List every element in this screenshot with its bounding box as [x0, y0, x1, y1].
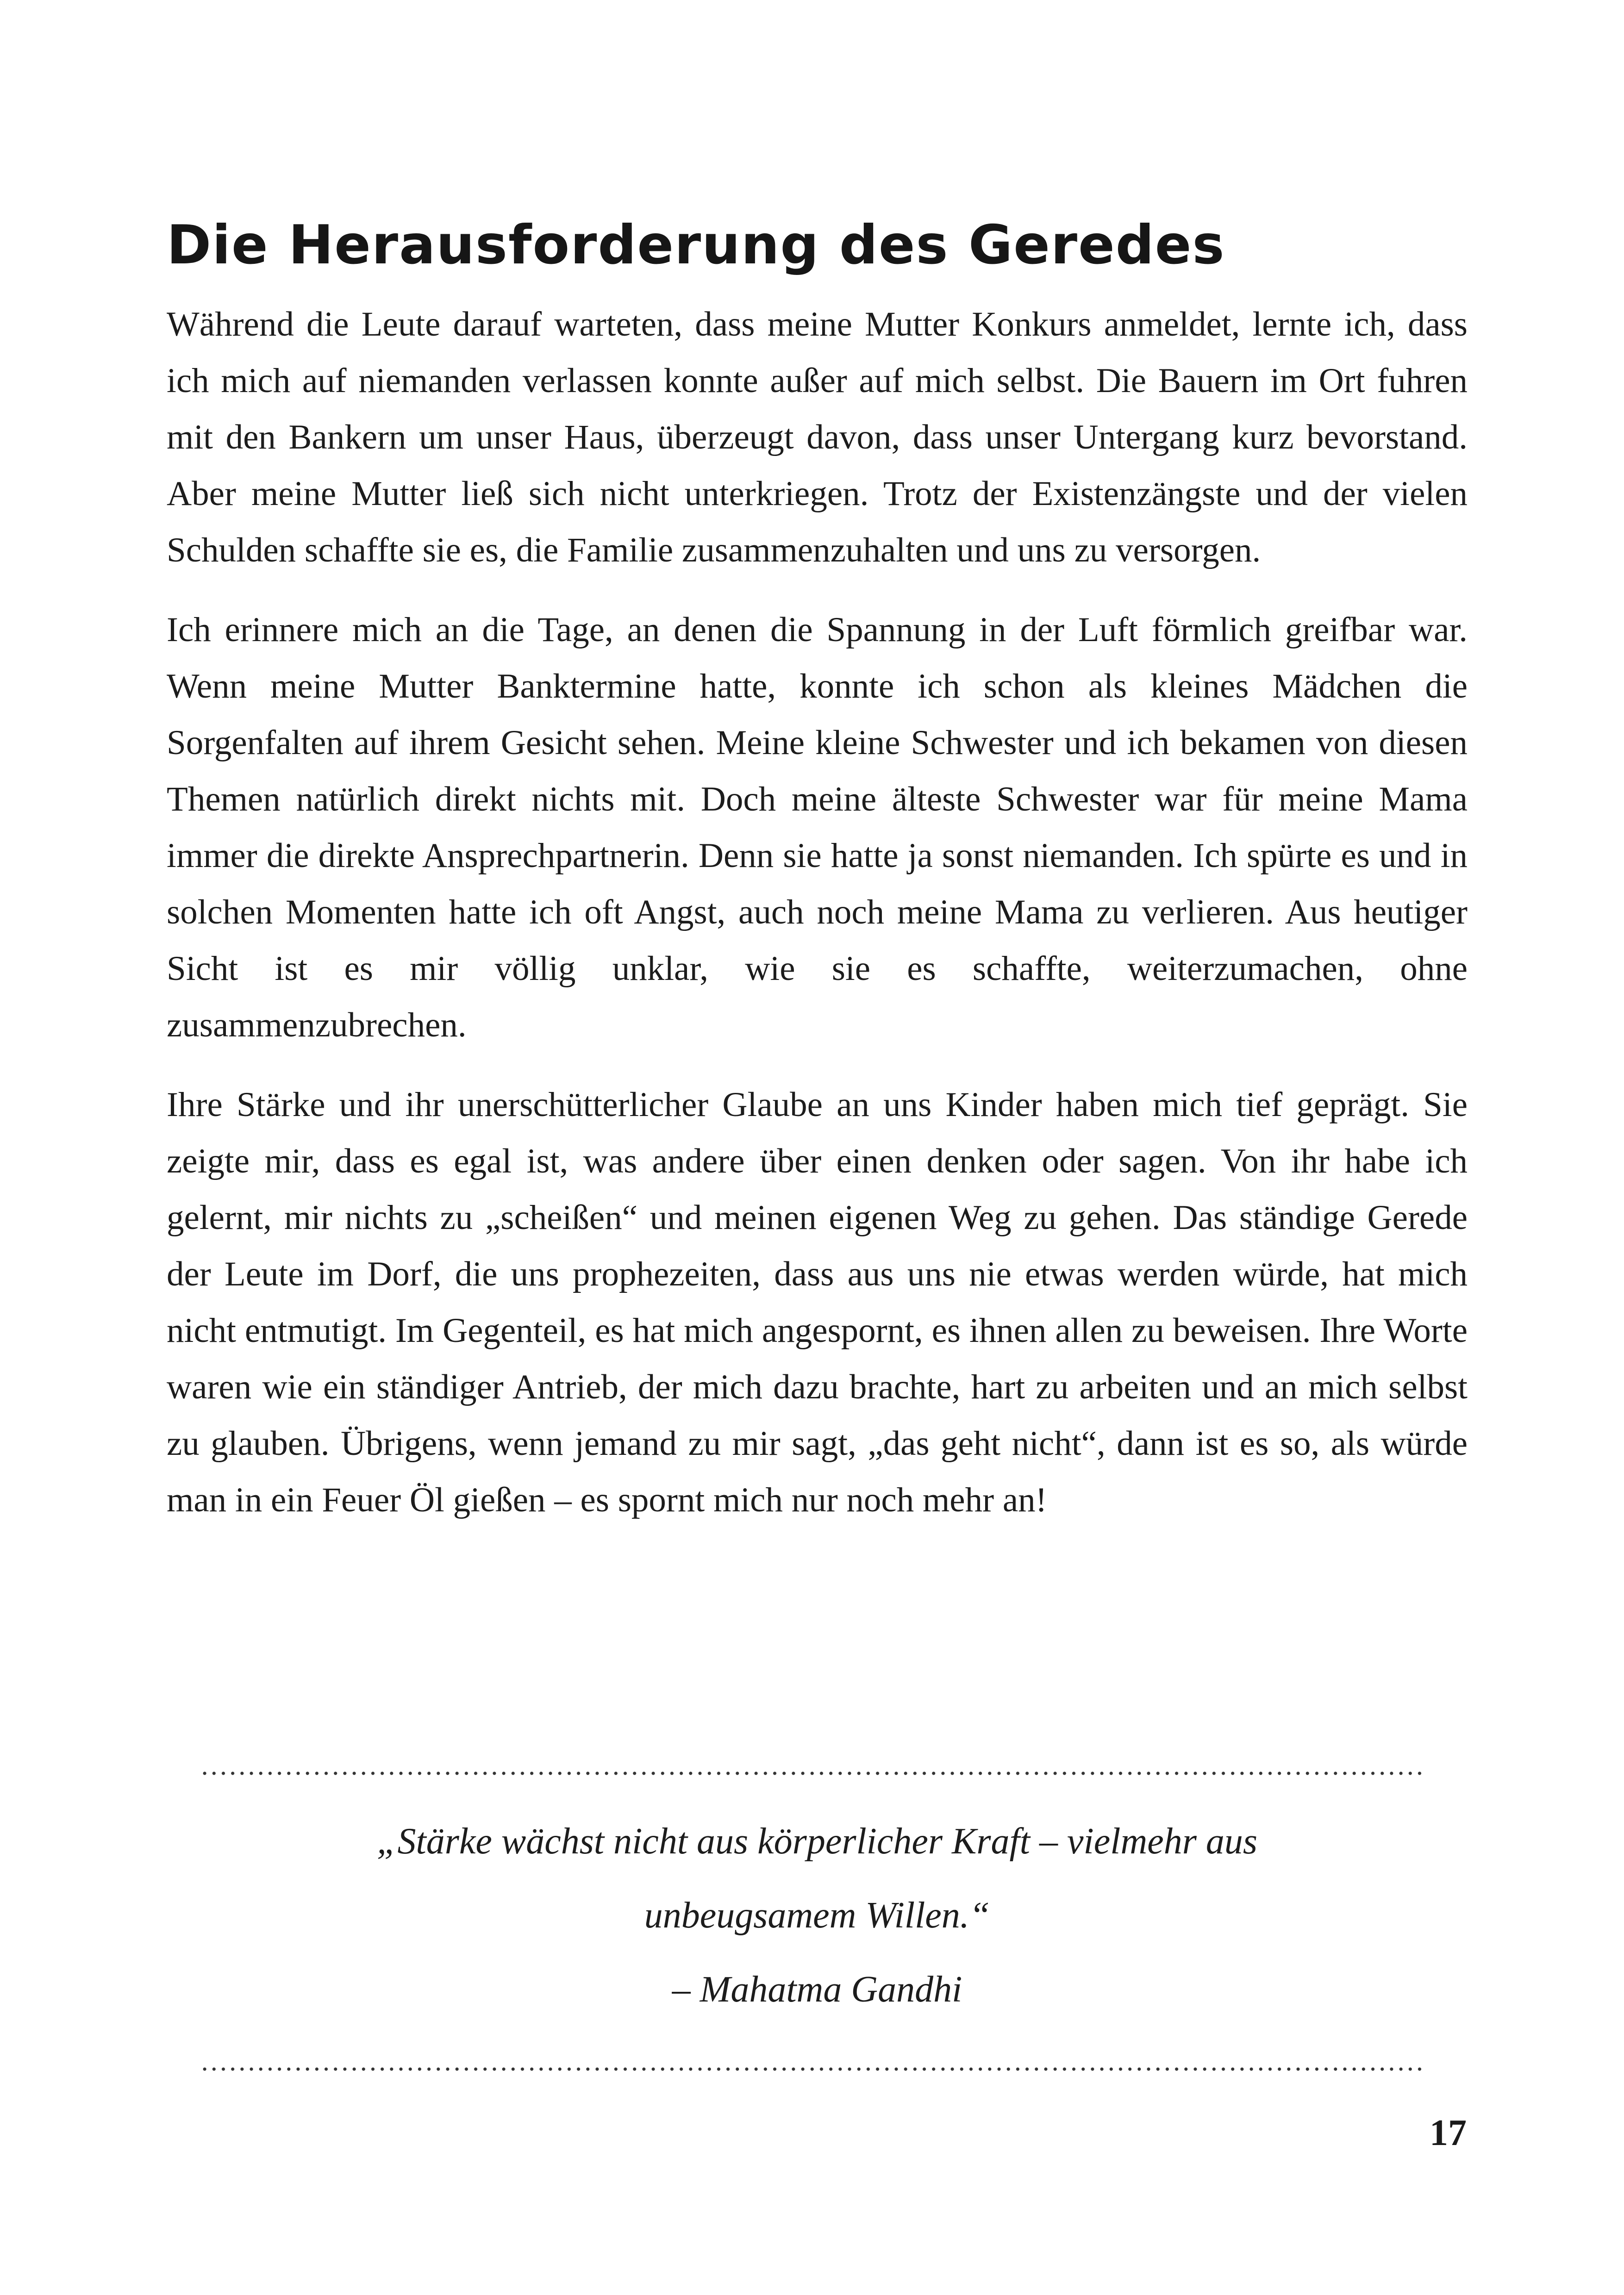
quote-block [167, 1804, 1468, 2027]
quote-author: – Mahatma Gandhi [672, 1969, 962, 2010]
paragraph: Ich erinnere mich an die Tage, an denen die Spannung in der Luft förmlich greifbar war. Wenn meine Mutter Banktermine hatte, konnte ich schon als kleines Mädchen die Sorgenfalten auf ihrem Gesicht sehen. Meine kleine Schwester und ich bekamen von diesen Themen natürlich direkt nichts mit. Doch meine älteste Schwester war für meine Mama immer die direkte Ansprechpartnerin. Denn sie hatte ja sonst niemanden. Ich spürte es und in solchen Momenten hatte ich oft Angst, auch noch meine Mama zu verlieren. Aus heutiger Sicht ist es mir völlig unklar, wie sie es schaffte, weiterzumachen, ohne zusammenzubrechen. [167, 611, 1468, 1044]
quote-text: „Stärke wächst nicht aus körperlicher Kraft – vielmehr aus unbeugsamem Willen.“ [376, 1821, 1258, 1936]
chapter-heading: Die Herausforderung des Geredes [167, 214, 1225, 276]
body-text [167, 296, 1468, 1528]
dotted-divider-bottom [200, 2067, 1424, 2071]
page-number: 17 [1430, 2113, 1467, 2153]
dotted-divider-top [200, 1771, 1424, 1776]
paragraph: Während die Leute darauf warteten, dass meine Mutter Konkurs anmeldet, lernte ich, dass ich mich auf niemanden verlassen konnte außer auf mich selbst. Die Bauern im Ort fuhren mit den Bankern um unser Haus, überzeugt davon, dass unser Untergang kurz bevorstand. Aber meine Mutter ließ sich nicht unterkriegen. Trotz der Existenzängste und der vielen Schulden schaffte sie es, die Familie zusammenzuhalten und uns zu versorgen. [167, 305, 1468, 569]
paragraph: Ihre Stärke und ihr unerschütterlicher Glaube an uns Kinder haben mich tief geprägt. Sie zeigte mir, dass es egal ist, was andere über einen denken oder sagen. Von ihr habe ich gelernt, mir nichts zu „scheißen“ und meinen eigenen Weg zu gehen. Das ständige Gerede der Leute im Dorf, die uns prophezeiten, dass aus uns nie etwas werden würde, hat mich nicht entmutigt. Im Gegenteil, es hat mich angespornt, es ihnen allen zu beweisen. Ihre Worte waren wie ein ständiger Antrieb, der mich dazu brachte, hart zu arbeiten und an mich selbst zu glauben. Übrigens, wenn jemand zu mir sagt, „das geht nicht“, dann ist es so, als würde man in ein Feuer Öl gießen – es spornt mich nur noch mehr an! [167, 1085, 1468, 1519]
